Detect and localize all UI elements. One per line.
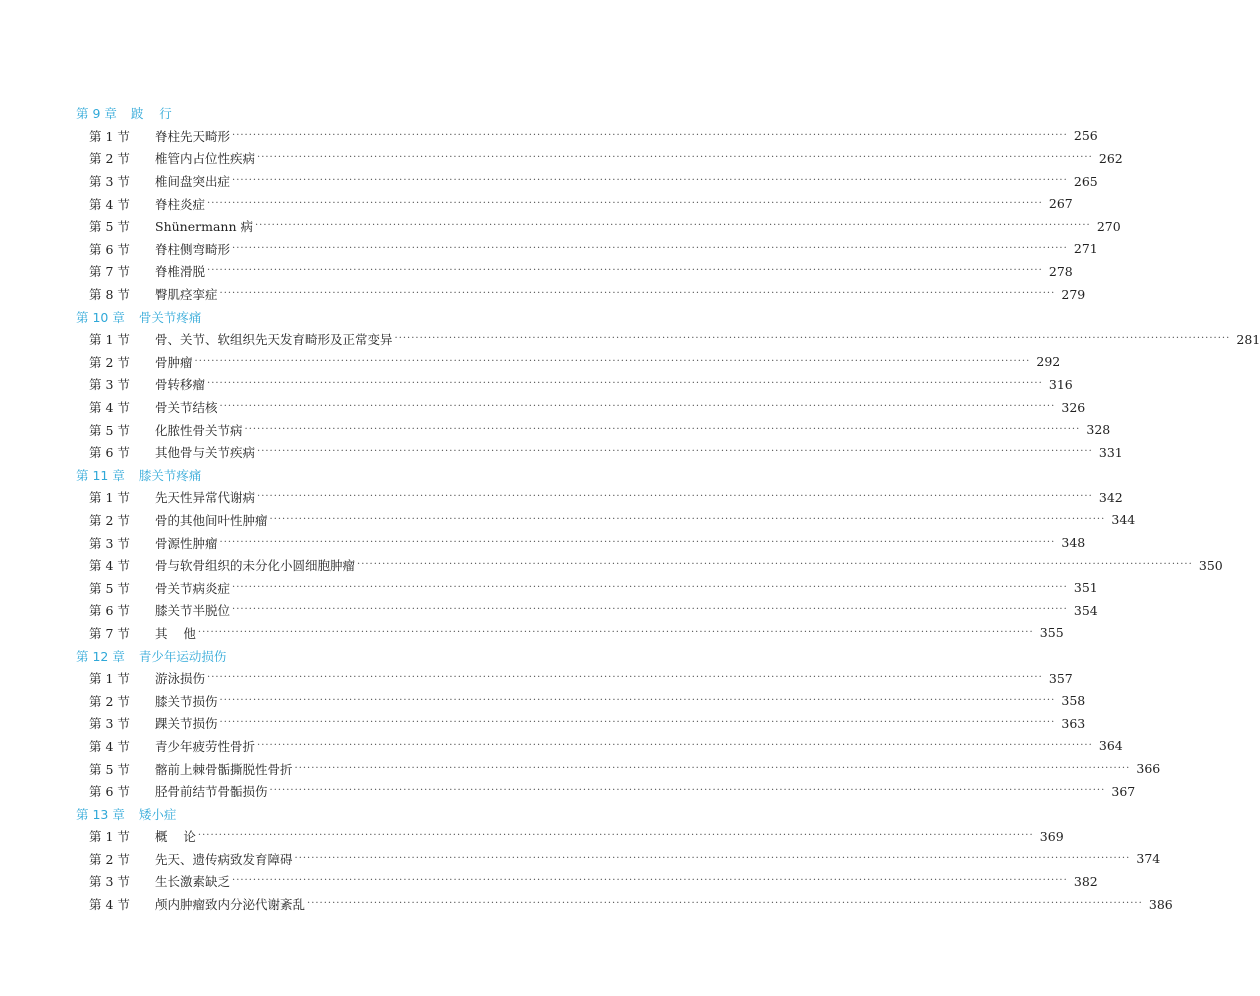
page-number: 357 xyxy=(1048,670,1073,686)
section-title: 其他骨与关节疾病 xyxy=(155,445,256,461)
page-number: 326 xyxy=(1061,399,1086,415)
chapter-heading[interactable] xyxy=(76,464,652,487)
section-title: 骨源性肿瘤 xyxy=(155,535,218,551)
page-number: 267 xyxy=(1048,196,1073,212)
section-title: 骨与软骨组织的未分化小圆细胞肿瘤 xyxy=(155,558,356,574)
toc-entry[interactable] xyxy=(76,893,1173,916)
section-title: 椎管内占位性疾病 xyxy=(155,151,256,167)
page-number: 292 xyxy=(1036,354,1061,370)
section-number: 第 2 节 xyxy=(89,512,130,528)
dot-leader: ········································································································································································································ xyxy=(194,355,1031,367)
page-number: 316 xyxy=(1048,376,1073,392)
toc-entry[interactable] xyxy=(76,238,1098,261)
dot-leader: ········································································································································································································ xyxy=(307,898,1143,910)
toc-entry[interactable] xyxy=(76,441,1123,464)
section-number: 第 3 节 xyxy=(89,174,130,190)
section-number: 第 5 节 xyxy=(89,761,130,777)
dot-leader: ········································································································································································································ xyxy=(232,604,1068,616)
section-number: 第 8 节 xyxy=(89,287,130,303)
section-number: 第 4 节 xyxy=(89,400,130,416)
section-title: 颅内肿瘤致内分泌代谢紊乱 xyxy=(155,897,306,913)
toc-entry[interactable] xyxy=(76,509,1136,532)
chapter-heading[interactable] xyxy=(76,102,652,125)
toc-entry[interactable] xyxy=(76,531,1086,554)
chapter-number: 第 10 章 xyxy=(76,309,125,325)
page-number: 256 xyxy=(1073,128,1098,144)
chapter-heading[interactable] xyxy=(76,305,652,328)
toc-entry[interactable] xyxy=(76,622,1064,645)
section-title: 脊柱炎症 xyxy=(155,196,206,212)
section-title: 骨关节病炎症 xyxy=(155,580,231,596)
section-title: 髂前上棘骨骺撕脱性骨折 xyxy=(155,761,293,777)
section-title: 脊柱侧弯畸形 xyxy=(155,241,231,257)
toc-entry[interactable] xyxy=(76,373,1073,396)
section-title: 骨转移瘤 xyxy=(155,377,206,393)
section-number: 第 1 节 xyxy=(89,128,130,144)
dot-leader: ········································································································································································································ xyxy=(219,288,1056,300)
section-title: 膝关节半脱位 xyxy=(155,603,231,619)
section-title: 其 他 xyxy=(155,625,196,641)
page-number: 344 xyxy=(1111,512,1136,528)
section-number: 第 3 节 xyxy=(89,535,130,551)
section-title: 游泳损伤 xyxy=(155,671,206,687)
dot-leader: ········································································································································································································ xyxy=(394,333,1231,345)
toc-entry[interactable] xyxy=(76,554,1223,577)
page-number: 279 xyxy=(1061,286,1086,302)
section-number: 第 5 节 xyxy=(89,422,130,438)
section-number: 第 4 节 xyxy=(89,738,130,754)
toc-entry[interactable] xyxy=(76,260,1073,283)
section-title: 骨的其他间叶性肿瘤 xyxy=(155,512,268,528)
toc-entry[interactable] xyxy=(76,125,1098,148)
page-number: 369 xyxy=(1039,828,1064,844)
chapter-number: 第 9 章 xyxy=(76,106,117,122)
dot-leader: ········································································································································································································ xyxy=(244,423,1081,435)
dot-leader: ········································································································································································································ xyxy=(219,401,1056,413)
dot-leader: ········································································································································································································ xyxy=(232,875,1068,887)
toc-entry[interactable] xyxy=(76,599,1098,622)
section-number: 第 4 节 xyxy=(89,558,130,574)
section-title: 概 论 xyxy=(155,829,196,845)
section-title: 膝关节损伤 xyxy=(155,693,218,709)
section-number: 第 1 节 xyxy=(89,671,130,687)
section-number: 第 1 节 xyxy=(89,490,130,506)
toc-entry[interactable] xyxy=(76,735,1123,758)
toc-entry[interactable] xyxy=(76,328,1260,351)
toc-entry[interactable] xyxy=(76,780,1136,803)
chapter-heading[interactable] xyxy=(76,644,652,667)
section-number: 第 4 节 xyxy=(89,897,130,913)
page-number: 278 xyxy=(1048,263,1073,279)
dot-leader: ········································································································································································································ xyxy=(207,378,1043,390)
toc-entry[interactable] xyxy=(76,486,1123,509)
dot-leader: ········································································································································································································ xyxy=(257,446,1093,458)
toc-entry[interactable] xyxy=(76,170,1098,193)
section-title: 椎间盘突出症 xyxy=(155,174,231,190)
page-number: 281 xyxy=(1236,331,1260,347)
toc-entry[interactable] xyxy=(76,576,1098,599)
section-number: 第 2 节 xyxy=(89,851,130,867)
section-title: 青少年疲劳性骨折 xyxy=(155,738,256,754)
section-title: 骨、关节、软组织先天发育畸形及正常变异 xyxy=(155,332,393,348)
page-number: 265 xyxy=(1073,173,1098,189)
section-title: 脊椎滑脱 xyxy=(155,264,206,280)
toc-entry[interactable] xyxy=(76,667,1073,690)
section-title: 骨关节结核 xyxy=(155,400,218,416)
page-number: 328 xyxy=(1086,422,1111,438)
page-number: 363 xyxy=(1061,715,1086,731)
toc-entry[interactable] xyxy=(76,825,1064,848)
chapter-title: 骨关节疼痛 xyxy=(138,309,202,325)
page-number: 348 xyxy=(1061,535,1086,551)
toc-entry[interactable] xyxy=(76,396,1086,419)
dot-leader: ········································································································································································································ xyxy=(254,220,1091,232)
dot-leader: ········································································································································································································ xyxy=(269,785,1106,797)
section-title: 胫骨前结节骨骺损伤 xyxy=(155,784,268,800)
chapter-title: 矮小症 xyxy=(138,806,177,822)
page-number: 355 xyxy=(1039,625,1064,641)
page-number: 271 xyxy=(1073,241,1098,257)
section-number: 第 3 节 xyxy=(89,874,130,890)
toc-entry[interactable] xyxy=(76,147,1123,170)
section-title: Shünermann 病 xyxy=(155,219,253,235)
section-number: 第 7 节 xyxy=(89,264,130,280)
dot-leader: ········································································································································································································ xyxy=(269,513,1106,525)
dot-leader: ········································································································································································································ xyxy=(207,265,1043,277)
dot-leader: ········································································································································································································ xyxy=(232,129,1068,141)
section-title: 臀肌痉挛症 xyxy=(155,287,218,303)
section-number: 第 6 节 xyxy=(89,784,130,800)
dot-leader: ········································································································································································································ xyxy=(232,175,1068,187)
dot-leader: ········································································································································································································ xyxy=(207,197,1043,209)
chapter-title: 跛 行 xyxy=(130,106,172,122)
page-number: 331 xyxy=(1098,444,1123,460)
section-title: 先天、遗传病致发育障碍 xyxy=(155,851,293,867)
chapter-number: 第 12 章 xyxy=(76,648,125,664)
section-number: 第 4 节 xyxy=(89,196,130,212)
dot-leader: ········································································································································································································ xyxy=(257,152,1093,164)
section-number: 第 2 节 xyxy=(89,354,130,370)
section-number: 第 6 节 xyxy=(89,603,130,619)
page-number: 386 xyxy=(1148,896,1173,912)
toc-entry[interactable] xyxy=(76,712,1086,735)
dot-leader: ········································································································································································································ xyxy=(294,852,1131,864)
chapter-number: 第 13 章 xyxy=(76,806,125,822)
section-title: 化脓性骨关节病 xyxy=(155,422,243,438)
dot-leader: ········································································································································································································ xyxy=(197,626,1034,638)
section-title: 骨肿瘤 xyxy=(155,354,193,370)
chapter-heading[interactable] xyxy=(76,802,652,825)
section-number: 第 1 节 xyxy=(89,332,130,348)
page-number: 350 xyxy=(1198,557,1223,573)
dot-leader: ········································································································································································································ xyxy=(219,536,1056,548)
section-title: 生长激素缺乏 xyxy=(155,874,231,890)
section-number: 第 3 节 xyxy=(89,377,130,393)
dot-leader: ········································································································································································································ xyxy=(197,830,1034,842)
section-number: 第 2 节 xyxy=(89,693,130,709)
toc-entry[interactable] xyxy=(76,215,1121,238)
table-of-contents xyxy=(76,102,1260,915)
page-number: 351 xyxy=(1073,580,1098,596)
section-title: 先天性异常代谢病 xyxy=(155,490,256,506)
section-number: 第 7 节 xyxy=(89,625,130,641)
dot-leader: ········································································································································································································ xyxy=(357,559,1193,571)
page-number: 354 xyxy=(1073,602,1098,618)
toc-entry[interactable] xyxy=(76,757,1161,780)
page-number: 358 xyxy=(1061,693,1086,709)
dot-leader: ········································································································································································································ xyxy=(219,694,1056,706)
section-number: 第 5 节 xyxy=(89,219,130,235)
page-number: 367 xyxy=(1111,783,1136,799)
section-number: 第 6 节 xyxy=(89,241,130,257)
toc-entry[interactable] xyxy=(76,848,1161,871)
toc-entry[interactable] xyxy=(76,351,1061,374)
dot-leader: ········································································································································································································ xyxy=(232,242,1068,254)
toc-entry[interactable] xyxy=(76,192,1073,215)
section-title: 踝关节损伤 xyxy=(155,716,218,732)
chapter-title: 膝关节疼痛 xyxy=(138,467,202,483)
section-number: 第 6 节 xyxy=(89,445,130,461)
dot-leader: ········································································································································································································ xyxy=(207,672,1043,684)
section-number: 第 1 节 xyxy=(89,829,130,845)
section-title: 脊柱先天畸形 xyxy=(155,128,231,144)
toc-entry[interactable] xyxy=(76,283,1086,306)
toc-entry[interactable] xyxy=(76,418,1111,441)
page-number: 364 xyxy=(1098,738,1123,754)
section-number: 第 2 节 xyxy=(89,151,130,167)
toc-entry[interactable] xyxy=(76,689,1086,712)
page-number: 382 xyxy=(1073,873,1098,889)
section-number: 第 3 节 xyxy=(89,716,130,732)
chapter-number: 第 11 章 xyxy=(76,467,125,483)
dot-leader: ········································································································································································································ xyxy=(232,581,1068,593)
page-number: 270 xyxy=(1096,218,1121,234)
page-number: 366 xyxy=(1136,761,1161,777)
dot-leader: ········································································································································································································ xyxy=(257,739,1093,751)
dot-leader: ········································································································································································································ xyxy=(294,762,1131,774)
page-number: 342 xyxy=(1098,489,1123,505)
dot-leader: ········································································································································································································ xyxy=(257,491,1093,503)
page-number: 374 xyxy=(1136,851,1161,867)
toc-entry[interactable] xyxy=(76,870,1098,893)
section-number: 第 5 节 xyxy=(89,580,130,596)
dot-leader: ········································································································································································································ xyxy=(219,717,1056,729)
page-number: 262 xyxy=(1098,150,1123,166)
chapter-title: 青少年运动损伤 xyxy=(138,648,227,664)
